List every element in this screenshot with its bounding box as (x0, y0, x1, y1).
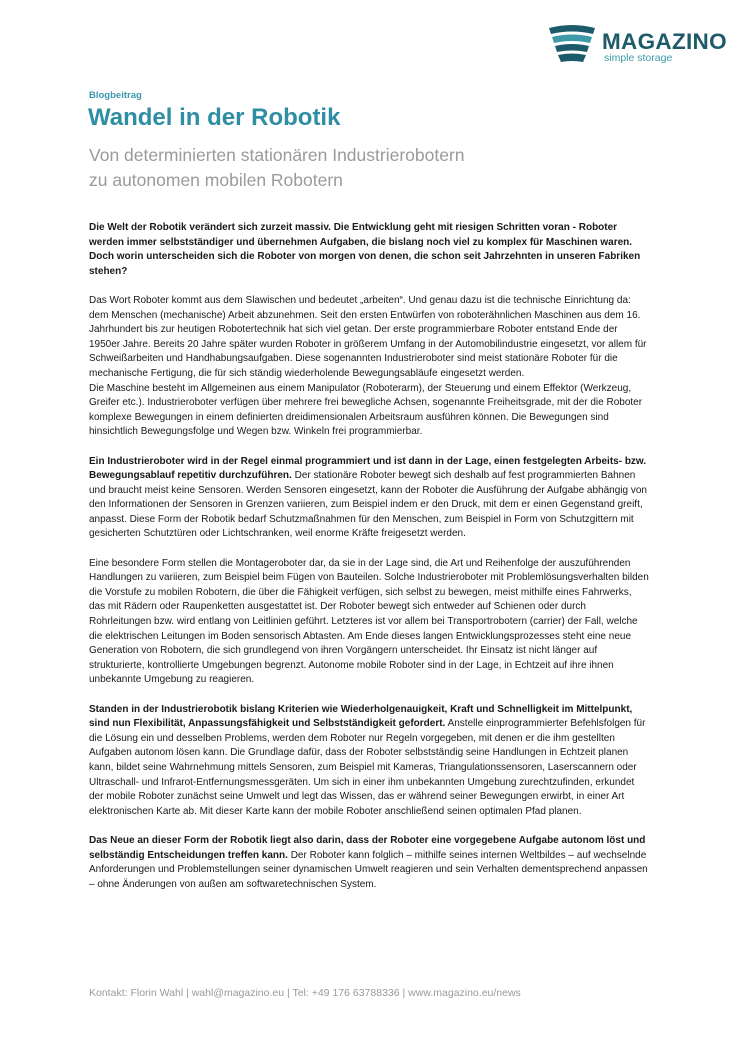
paragraph-2-rest: Der stationäre Roboter bewegt sich deshalb auf fest programmierten Bahnen und braucht meist keine Sensoren. Werden Sensoren eingesetzt, kann der Roboter die Ausführung der Aufgabe abhängig von den Informationen der Sensoren in Grenzen variieren, zum Beispiel indem er den Druck, mit dem er einen Gegenstand greift, anpasst. Diese Form der Robotik bedarf Schutzmaßnahmen für den Menschen, zum Beispiel in Form von Schutzgittern mit gesicherten Schutztüren oder Lichtschranken, weil enorme Kräfte freigesetzt werden. (89, 470, 647, 540)
article-body (89, 221, 649, 907)
magazino-logo (547, 24, 727, 68)
paragraph-4-bold: Standen in der Industrierobotik bislang Kriterien wie Wiederholgenauigkeit, Kraft und Schnelligkeit im Mittelpunkt, sind nun Flexibilität, Anpassungsfähigkeit und Selbstständigkeit gefordert. (89, 703, 633, 730)
paragraph-4 (89, 703, 649, 820)
subtitle-line-2: zu autonomen mobilen Robotern (89, 170, 343, 190)
intro-text: Die Welt der Robotik verändert sich zurzeit massiv. Die Entwicklung geht mit riesigen Schritten voran - Roboter werden immer selbstständiger und übernehmen Aufgaben, die bislang noch viel zu komplex für Maschinen waren. Doch worin unterscheiden sich die Roboter von morgen von denen, die schon seit Jahrzehnten in unseren Fabriken stehen? (89, 222, 641, 277)
paragraph-2-bold: Ein Industrieroboter wird in der Regel einmal programmiert und ist dann in der Lage, einen festgelegten Arbeits- bzw. Bewegungsablauf repetitiv durchzuführen. (89, 455, 647, 482)
paragraph-4-rest: Anstelle einprogrammierter Befehlsfolgen für die Lösung ein und desselben Problems, werden dem Roboter nur Regeln vorgegeben, mit denen er die ihm gestellten Aufgaben autonom lösen kann. Die Grundlage dafür, dass der Roboter selbstständig seine Handlungen in Echtzeit planen kann, bildet seine Wahrnehmung mittels Sensoren, zum Beispiel mit Kameras, Triangulationssensoren, Laserscannern oder Ultraschall- und Infrarot-Entfernungsmessgeräten. Um sich in einer ihm unbekannten Umgebung zurechtzufinden, erkundet der mobile Roboter zunächst seine Umwelt und legt das Wissen, das er während seiner Bewegungen erwirbt, in einer Art elektronischen Karte ab. Mit dieser Karte kann der mobile Roboter anschließend seinen optimalen Pfad planen. (89, 718, 646, 817)
paragraph-2 (89, 455, 649, 543)
paragraph-1-part-b: Die Maschine besteht im Allgemeinen aus einem Manipulator (Roboterarm), der Steuerung und einem Effektor (Werkzeug, Greifer etc.). Industrieroboter verfügen über mehrere frei bewegliche Achsen, sogenannte Freiheitsgrade, mit der die Roboter komplexe Bewegungen in einem definierten dreidimensionalen Arbeitsraum ausführen können. Die Bewegungen sind hinsichtlich Bewegungsfolge und Wegen bzw. Winkeln frei programmierbar. (89, 382, 643, 438)
page-title: Wandel in der Robotik (88, 104, 341, 131)
paragraph-5-rest: Der Roboter kann folglich – mithilfe seines internen Weltbildes – auf wechselnde Anforderungen und Problemstellungen seiner dynamischen Umwelt reagieren und sein Verhalten dementsprechend anpassen – ohne Änderungen von außen am softwaretechnischen System. (89, 849, 648, 890)
contact-footer: Kontakt: Florin Wahl | wahl@magazino.eu | Tel: +49 176 63788336 | www.magazino.eu/news (89, 987, 521, 999)
paragraph-1 (89, 294, 649, 440)
paragraph-1-part-a: Das Wort Roboter kommt aus dem Slawischen und bedeutet „arbeiten“. Und genau dazu ist die technische Einrichtung da: dem Menschen (mechanische) Arbeit abzunehmen. Seit den ersten Entwürfen von roboterähnlichen Maschinen aus dem 16. Jahrhundert bis zur heutigen Robotertechnik hat sich viel getan. Der erste programmierbare Roboter entstand Ende der 1950er Jahre. Bereits 20 Jahre später wurden Roboter in größerem Umfang in der Automobilindustrie eingesetzt, vor allem für Schweißarbeiten und Handhabungsaufgaben. Diese sogenannten Industrieroboter sind meist stationäre Roboter für die mechanische Fertigung, die für sich ständig wiederholende Bewegungsabläufe eingesetzt werden. (89, 294, 647, 379)
logo-mark-icon (547, 24, 597, 68)
intro-paragraph (89, 221, 649, 279)
subtitle-line-1: Von determinierten stationären Industrierobotern (89, 145, 465, 165)
logo-tagline: simple storage (604, 52, 673, 64)
paragraph-3: Eine besondere Form stellen die Montageroboter dar, da sie in der Lage sind, die Art und Reihenfolge der auszuführenden Handlungen zu variieren, zum Beispiel beim Fügen von Bauteilen. Solche Industrieroboter mit Problemlösungsverhalten bilden die Vorstufe zu mobilen Robotern, die über die Fähigkeit verfügen, sich selbst zu bewegen, meist mithilfe eines Fahrwerks, das mit Rädern oder Raupenketten ausgestattet ist. Der Roboter bewegt sich entweder auf Schienen oder durch Rohrleitungen bzw. wird entlang von Leitlinien geführt. Letzteres ist vor allem bei Transportrobotern (carrier) der Fall, welche die elektrischen Leitungen im Boden sensorisch Abtasten. Am Ende dieses langen Entwicklungsprozesses steht eine neue Generation von Robotern, die sich grundlegend von ihren Vorgängern unterscheidet. Ihr Einsatz ist nicht länger auf strukturierte, kontrollierte Umgebungen begrenzt. Autonome mobile Roboter sind in der Lage, in Echtzeit auf ihre ihnen unbekannte Umgebung zu reagieren. (89, 557, 649, 686)
page-subtitle (89, 143, 465, 193)
kicker-label: Blogbeitrag (89, 90, 142, 101)
logo-name: MAGAZINO (602, 29, 727, 54)
paragraph-5 (89, 834, 649, 892)
paragraph-5-bold: Das Neue an dieser Form der Robotik liegt also darin, dass der Roboter eine vorgegebene Aufgabe autonom löst und selbständig Entscheidungen treffen kann. (89, 834, 646, 861)
